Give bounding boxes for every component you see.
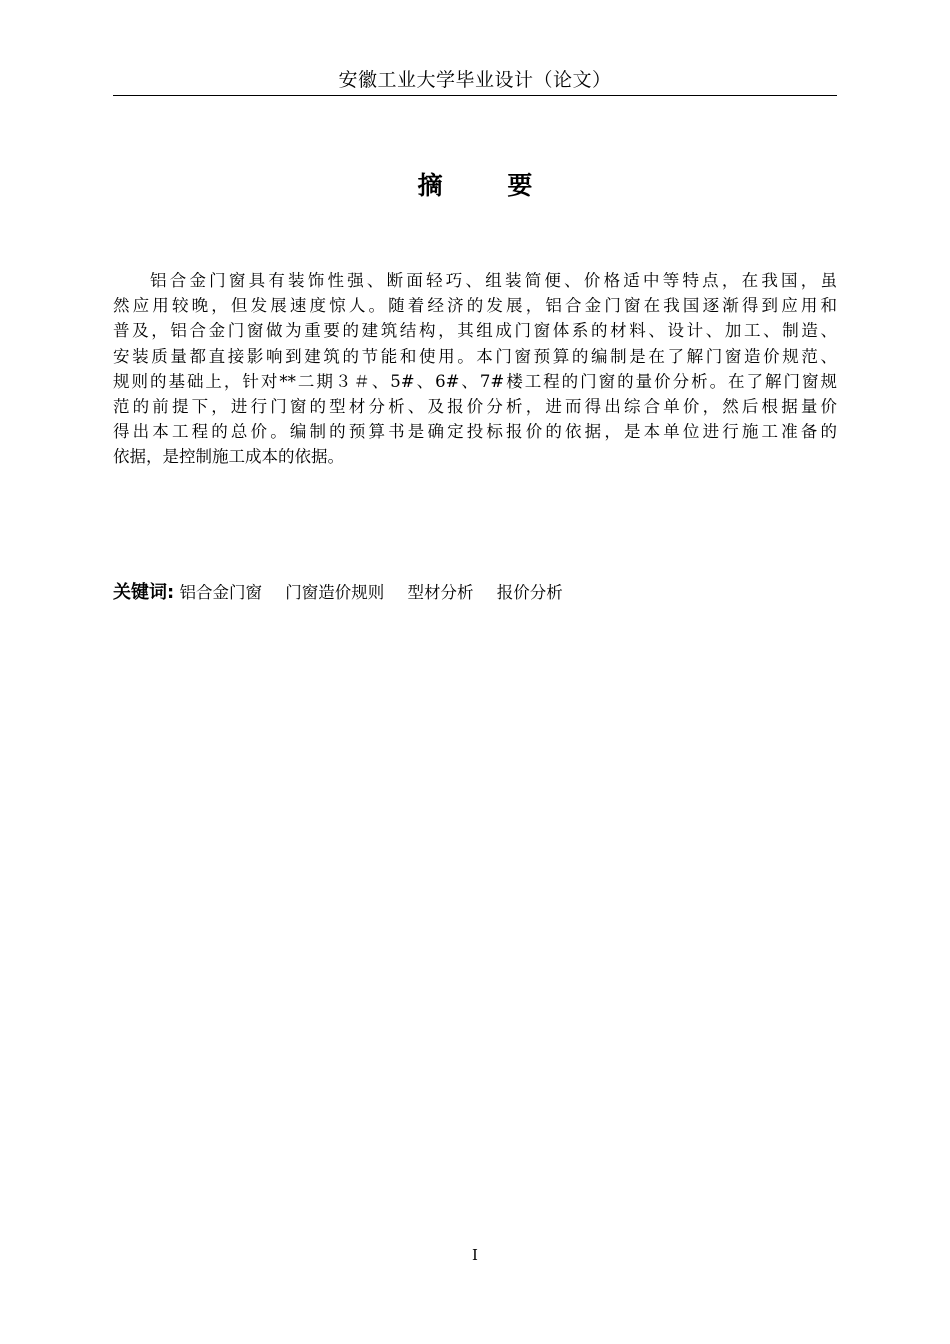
page-header: 安徽工业大学毕业设计（论文） [338,69,612,91]
abstract-line: 依据，是控制施工成本的依据。 [113,447,344,467]
keywords-label: 关键词: [113,582,175,603]
keyword-item: 型材分析 [407,583,474,602]
abstract-line: 规则的基础上，针对**二期３＃、5#、6#、7#楼工程的门窗的量价分析。在了解门窗规 [113,371,837,391]
abstract-line: 普及，铝合金门窗做为重要的建筑结构，其组成门窗体系的材料、设计、加工、制造、 [113,321,837,341]
abstract-line: 铝合金门窗具有装饰性强、断面轻巧、组装简便、价格适中等特点，在我国，虽 [150,271,837,290]
keyword-item: 铝合金门窗 [179,583,262,602]
abstract-title: 摘 要 [417,171,561,200]
abstract-body [113,268,837,470]
abstract-line: 范的前提下，进行门窗的型材分析、及报价分析，进而得出综合单价，然后根据量价 [113,397,837,417]
abstract-line: 安装质量都直接影响到建筑的节能和使用。本门窗预算的编制是在了解门窗造价规范、 [113,346,837,366]
abstract-line: 得出本工程的总价。编制的预算书是确定投标报价的依据，是本单位进行施工准备的 [113,422,837,442]
page-number: I [472,1246,478,1264]
keyword-item: 门窗造价规则 [285,583,385,602]
abstract-line: 然应用较晚，但发展速度惊人。随着经济的发展，铝合金门窗在我国逐渐得到应用和 [113,296,837,316]
header-rule [113,95,837,96]
keyword-item: 报价分析 [496,583,563,602]
keywords [113,580,581,606]
